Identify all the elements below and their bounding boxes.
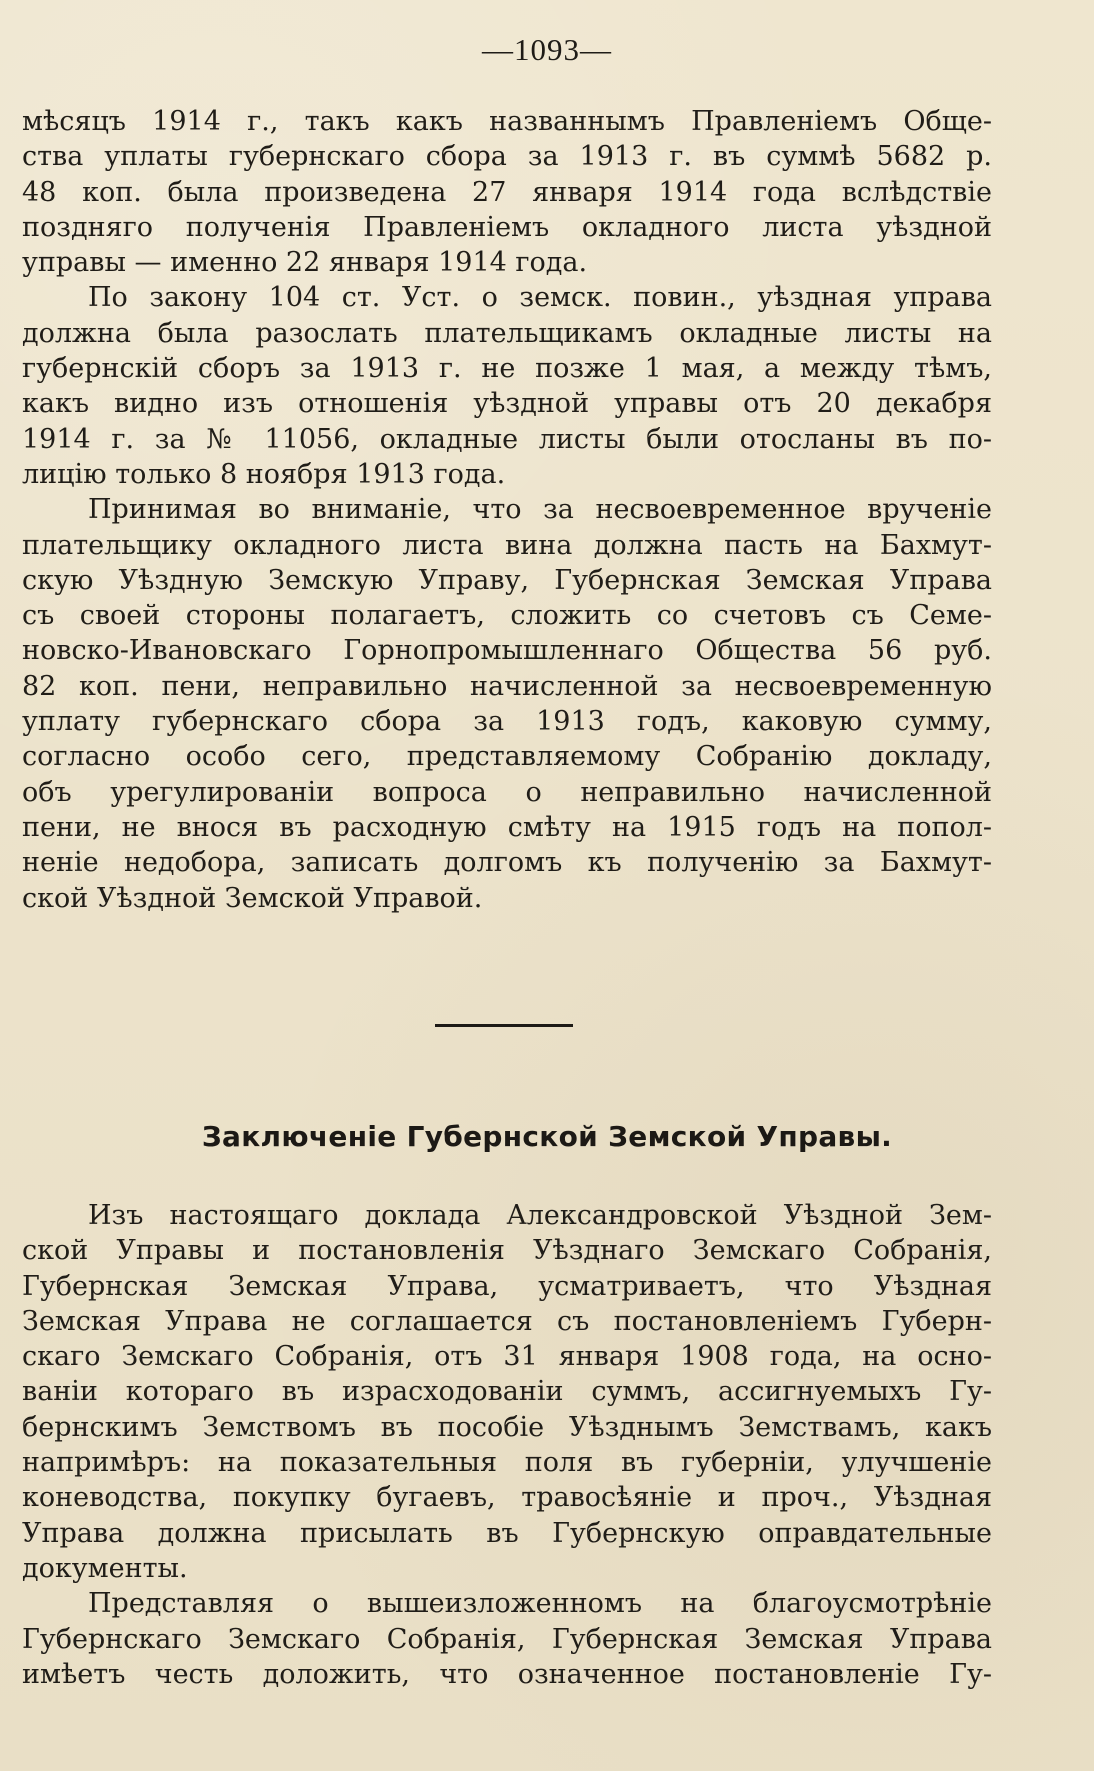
text-line: скую Уѣздную Земскую Управу, Губернская Земская Управа bbox=[22, 564, 992, 596]
text-line: новско-Ивановскаго Горнопромышленнаго Общества 56 руб. bbox=[22, 635, 992, 667]
text-line: Изъ настоящаго доклада Александровской Уѣздной Зем- bbox=[88, 1200, 992, 1231]
text-line: поздняго полученія Правленіемъ окладного листа уѣздной bbox=[22, 211, 992, 243]
text-line: ской Управы и постановленія Уѣзднаго Земскаго Собранія, bbox=[22, 1235, 992, 1267]
text-line: должна была разослать плательщикамъ окладные листы на bbox=[22, 317, 992, 349]
text-section-2 bbox=[22, 1198, 992, 1692]
text-line: бернскимъ Земствомъ въ пособіе Уѣзднымъ Земствамъ, какъ bbox=[22, 1411, 992, 1443]
text-line: пени, не внося въ расходную смѣту на 1915 годъ на попол- bbox=[22, 811, 992, 843]
text-section-1 bbox=[22, 104, 992, 916]
text-line: какъ видно изъ отношенія уѣздной управы отъ 20 декабря bbox=[22, 388, 992, 420]
text-line: коневодства, покупку бугаевъ, травосѣяніе и проч., Уѣздная bbox=[22, 1482, 992, 1514]
text-line: съ своей стороны полагаетъ, сложить со счетовъ съ Семе- bbox=[22, 600, 992, 632]
text-line: 48 коп. была произведена 27 января 1914 года вслѣдствіе bbox=[22, 176, 992, 208]
section-separator bbox=[435, 1024, 573, 1027]
text-line: ваніи котораго въ израсходованіи суммъ, ассигнуемыхъ Гу- bbox=[22, 1376, 992, 1408]
text-line: неніе недобора, записать долгомъ къ полученію за Бахмут- bbox=[22, 847, 992, 879]
text-line: уплату губернскаго сбора за 1913 годъ, каковую сумму, bbox=[22, 706, 992, 738]
text-line: скаго Земскаго Собранія, отъ 31 января 1908 года, на осно- bbox=[22, 1341, 992, 1373]
text-line: мѣсяцъ 1914 г., такъ какъ названнымъ Правленіемъ Обще- bbox=[22, 106, 992, 137]
text-line: документы. bbox=[22, 1552, 188, 1584]
text-line: плательщику окладного листа вина должна пасть на Бахмут- bbox=[22, 529, 992, 561]
text-line: 1914 г. за № 11056, окладные листы были отосланы въ по- bbox=[22, 423, 992, 455]
section-heading: Заключеніе Губернской Земской Управы. bbox=[201, 1120, 893, 1153]
text-line: губернскій сборъ за 1913 г. не позже 1 мая, а между тѣмъ, bbox=[22, 353, 992, 385]
text-line: объ урегулированіи вопроса о неправильно начисленной bbox=[22, 776, 992, 808]
text-line: Губернскаго Земскаго Собранія, Губернская Земская Управа bbox=[22, 1623, 992, 1655]
text-line: напримѣръ: на показательныя поля въ губерніи, улучшеніе bbox=[22, 1447, 992, 1479]
page-number: —1093— bbox=[482, 32, 612, 67]
text-line: По закону 104 ст. Уст. о земск. повин., уѣздная управа bbox=[88, 282, 992, 314]
text-line: Управа должна присылать въ Губернскую оправдательные bbox=[22, 1517, 992, 1549]
text-line: ской Уѣздной Земской Управой. bbox=[22, 882, 483, 914]
text-line: Представляя о вышеизложенномъ на благоусмотрѣніе bbox=[88, 1588, 992, 1620]
text-line: имѣетъ честь доложить, что означенное постановленіе Гу- bbox=[22, 1658, 992, 1690]
text-line: Земская Управа не соглашается съ постановленіемъ Губерн- bbox=[22, 1305, 992, 1337]
text-line: ства уплаты губернскаго сбора за 1913 г. въ суммѣ 5682 р. bbox=[22, 141, 992, 173]
text-line: управы — именно 22 января 1914 года. bbox=[22, 247, 588, 279]
text-line: Принимая во вниманіе, что за несвоевременное врученіе bbox=[88, 494, 992, 526]
text-line: 82 коп. пени, неправильно начисленной за несвоевременную bbox=[22, 670, 992, 702]
text-line: Губернская Земская Управа, усматриваетъ, что Уѣздная bbox=[22, 1270, 992, 1302]
text-line: согласно особо сего, представляемому Собранію докладу, bbox=[22, 741, 992, 773]
text-line: лицію только 8 ноября 1913 года. bbox=[22, 458, 506, 490]
